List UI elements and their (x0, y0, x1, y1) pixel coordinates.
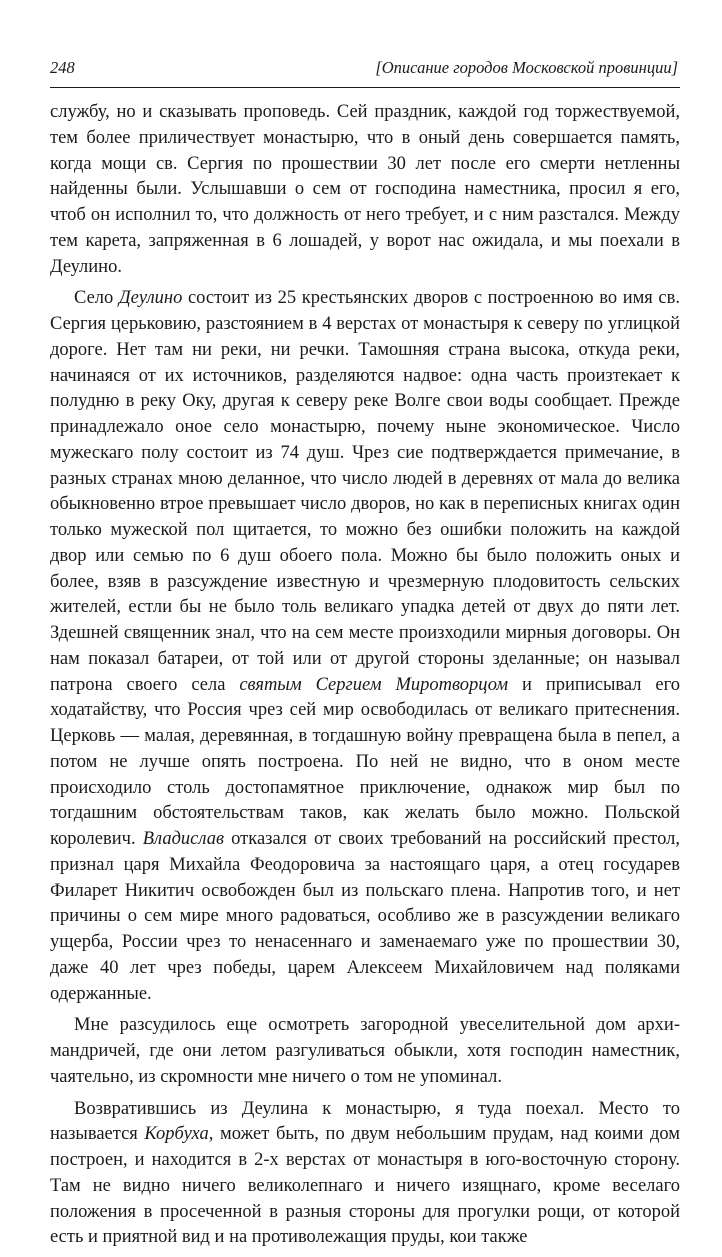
paragraph (50, 286, 680, 1007)
paragraph (50, 1013, 680, 1090)
text-run: Село (74, 288, 119, 309)
book-page (50, 58, 680, 1257)
italic-text: Деулино (118, 288, 183, 309)
italic-text: Корбуха, (144, 1124, 214, 1145)
body-text (50, 100, 680, 1251)
page-number: 248 (50, 58, 75, 77)
text-run: Мне разсудилось еще осмотреть загородной увеселительной дом архимандричей, где они летом разгуливаться обыкли, хотя господин наместник, чаятельно, из скромности мне ничего о том не упоминал. (50, 1015, 680, 1087)
text-run: Возвратившись из Деулина к монастырю, я туда поехал. Место то называется (50, 1098, 680, 1145)
text-run: может быть, по двум небольшим прудам, над коими дом построен, и находится в 2-х верстах от монастыря в юго-восточную сторону. Там не видно ничего великолепнаго и ничего изящнаго, кроме веселаго положения в просеченной в разныя стороны для прогулки рощи, от которой есть и приятной вид и на противолежащия пруды, кои также (50, 1124, 681, 1248)
italic-text: Владислав (142, 829, 224, 849)
italic-text: святым Сергием Миротворцом (239, 674, 509, 695)
text-run: и приписывал его ходатайству, что Россия чрез сей мир освободилась от великаго притеснения. Церковь — малая, деревянная, в тогдашную войну превращена была в пепел, а потом не лучше опять построена. По ней не видно, что в оном месте происходило столь достопамятное приключение, однакож мир был по тогдашним обстоятельствам таков, как желать было можно. Польской королевич. (50, 674, 680, 849)
text-run: состоит из 25 крестьянских дворов с построенною во имя св. Сергия церьковию, разстоянием в 4 верстах от монастыря к северу по углицкой дороге. Нет там ни реки, ни речки. Тамошняя страна высока, откуда реки, начинаяся от их источников, разделяются надвое: одна часть произтекает к полудню в реку Оку, другая к северу реке Волге свои воды сообщает. Прежде принадлежало оное село монастырю, почему ныне экономическое. Число мужескаго полу состоит из 74 душ. Чрез сие подтверждается примечание, в разных странах мною деланное, что число людей в деревнях от мала до велика обыкновенно втрое превышает число дворов, но как в переписных книгах один только мужеской пол щитается, то можно без ошибки положить на каждой двор или семью по 6 душ обоего пола. Можно бы было положить оных и более, взяв в разсуждение известную и чрезмерную плодовитость сельских жителей, естли бы не было толь великаго упадка детей от двух до пяти лет. Здешней священник знал, что на сем месте произходили мирныя договоры. Он нам показал батареи, от той или от другой стороны зделанные; он называл патрона своего села (50, 288, 680, 695)
text-run: отказался от своих требований на российский престол, признал царя Михайла Феодоровича за настоящаго царя, а отец государев Филарет Никитич освобожден был из польскаго плена. Напротив того, и нет причины о сем мире много радоваться, особливо же в разсуждении великаго ущерба, России чрез то ненасеннаго и заменаемаго уже по прошествии 30, даже 40 лет чрез победы, царем Алексеем Михайловичем над поляками одержанные. (50, 829, 680, 1004)
running-title: [Описание городов Московской провинции] (375, 58, 678, 77)
header-rule (50, 87, 680, 88)
paragraph (50, 100, 680, 280)
text-run: службу, но и сказывать проповедь. Сей праздник, каждой год торжествуемой, тем более приличествует монастырю, что в оный день совершается память, когда мощи св. Сергия по прошествии 30 лет после его смерти нетленны найденны были. Услышавши о сем от господина наместника, просил я его, чтоб он исполнил то, что должность от него требует, и с ним разстался. Между тем карета, запряженная в 6 лошадей, у ворот нас ожидала, и мы поехали в Деулино. (50, 102, 680, 277)
paragraph (50, 1097, 680, 1252)
page-header (50, 58, 680, 84)
